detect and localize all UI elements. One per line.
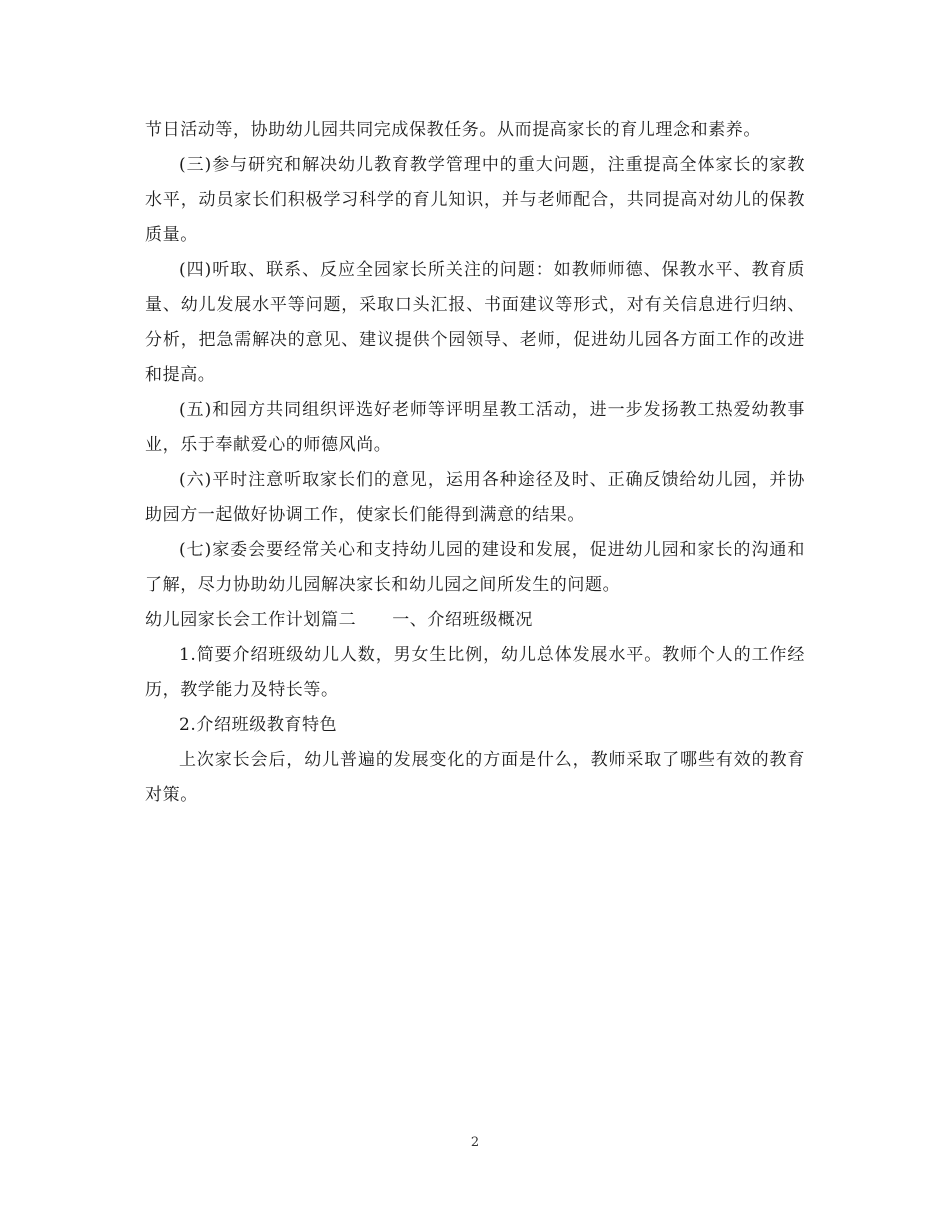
section-title: 幼儿园家长会工作计划篇二 xyxy=(145,610,357,630)
paragraph-item-5: (五)和园方共同组织评选好老师等评明星教工活动，进一步发扬教工热爱幼教事业，乐于奉献爱心的师德风尚。 xyxy=(145,400,805,455)
section-subtitle: 一、介绍班级概况 xyxy=(392,610,534,630)
paragraph-class-overview: 1.简要介绍班级幼儿人数，男女生比例，幼儿总体发展水平。教师个人的工作经历，教学能力及特长等。 xyxy=(145,645,805,700)
paragraph-item-4: (四)听取、联系、反应全园家长所关注的问题：如教师师德、保教水平、教育质量、幼儿发展水平等问题，采取口头汇报、书面建议等形式，对有关信息进行归纳、分析，把急需解决的意见、建议提供个园领导、老师，促进幼儿园各方面工作的改进和提高。 xyxy=(145,260,805,385)
paragraph-class-features: 2.介绍班级教育特色 xyxy=(179,715,338,735)
section-heading xyxy=(145,603,805,638)
paragraph-festival-activities: 节日活动等，协助幼儿园共同完成保教任务。从而提高家长的育儿理念和素养。 xyxy=(145,120,761,140)
paragraph-education-measures: 上次家长会后，幼儿普遍的发展变化的方面是什么，教师采取了哪些有效的教育对策。 xyxy=(145,750,805,805)
paragraph-item-6: (六)平时注意听取家长们的意见，运用各种途径及时、正确反馈给幼儿园，并协助园方一起做好协调工作，使家长们能得到满意的结果。 xyxy=(145,470,805,525)
paragraph-item-7: (七)家委会要经常关心和支持幼儿园的建设和发展，促进幼儿园和家长的沟通和了解，尽力协助幼儿园解决家长和幼儿园之间所发生的问题。 xyxy=(145,540,805,595)
document-body xyxy=(145,113,805,813)
paragraph-item-3: (三)参与研究和解决幼儿教育教学管理中的重大问题，注重提高全体家长的家教水平，动员家长们积极学习科学的育儿知识，并与老师配合，共同提高对幼儿的保教质量。 xyxy=(145,155,805,245)
page-number: 2 xyxy=(470,1135,480,1150)
